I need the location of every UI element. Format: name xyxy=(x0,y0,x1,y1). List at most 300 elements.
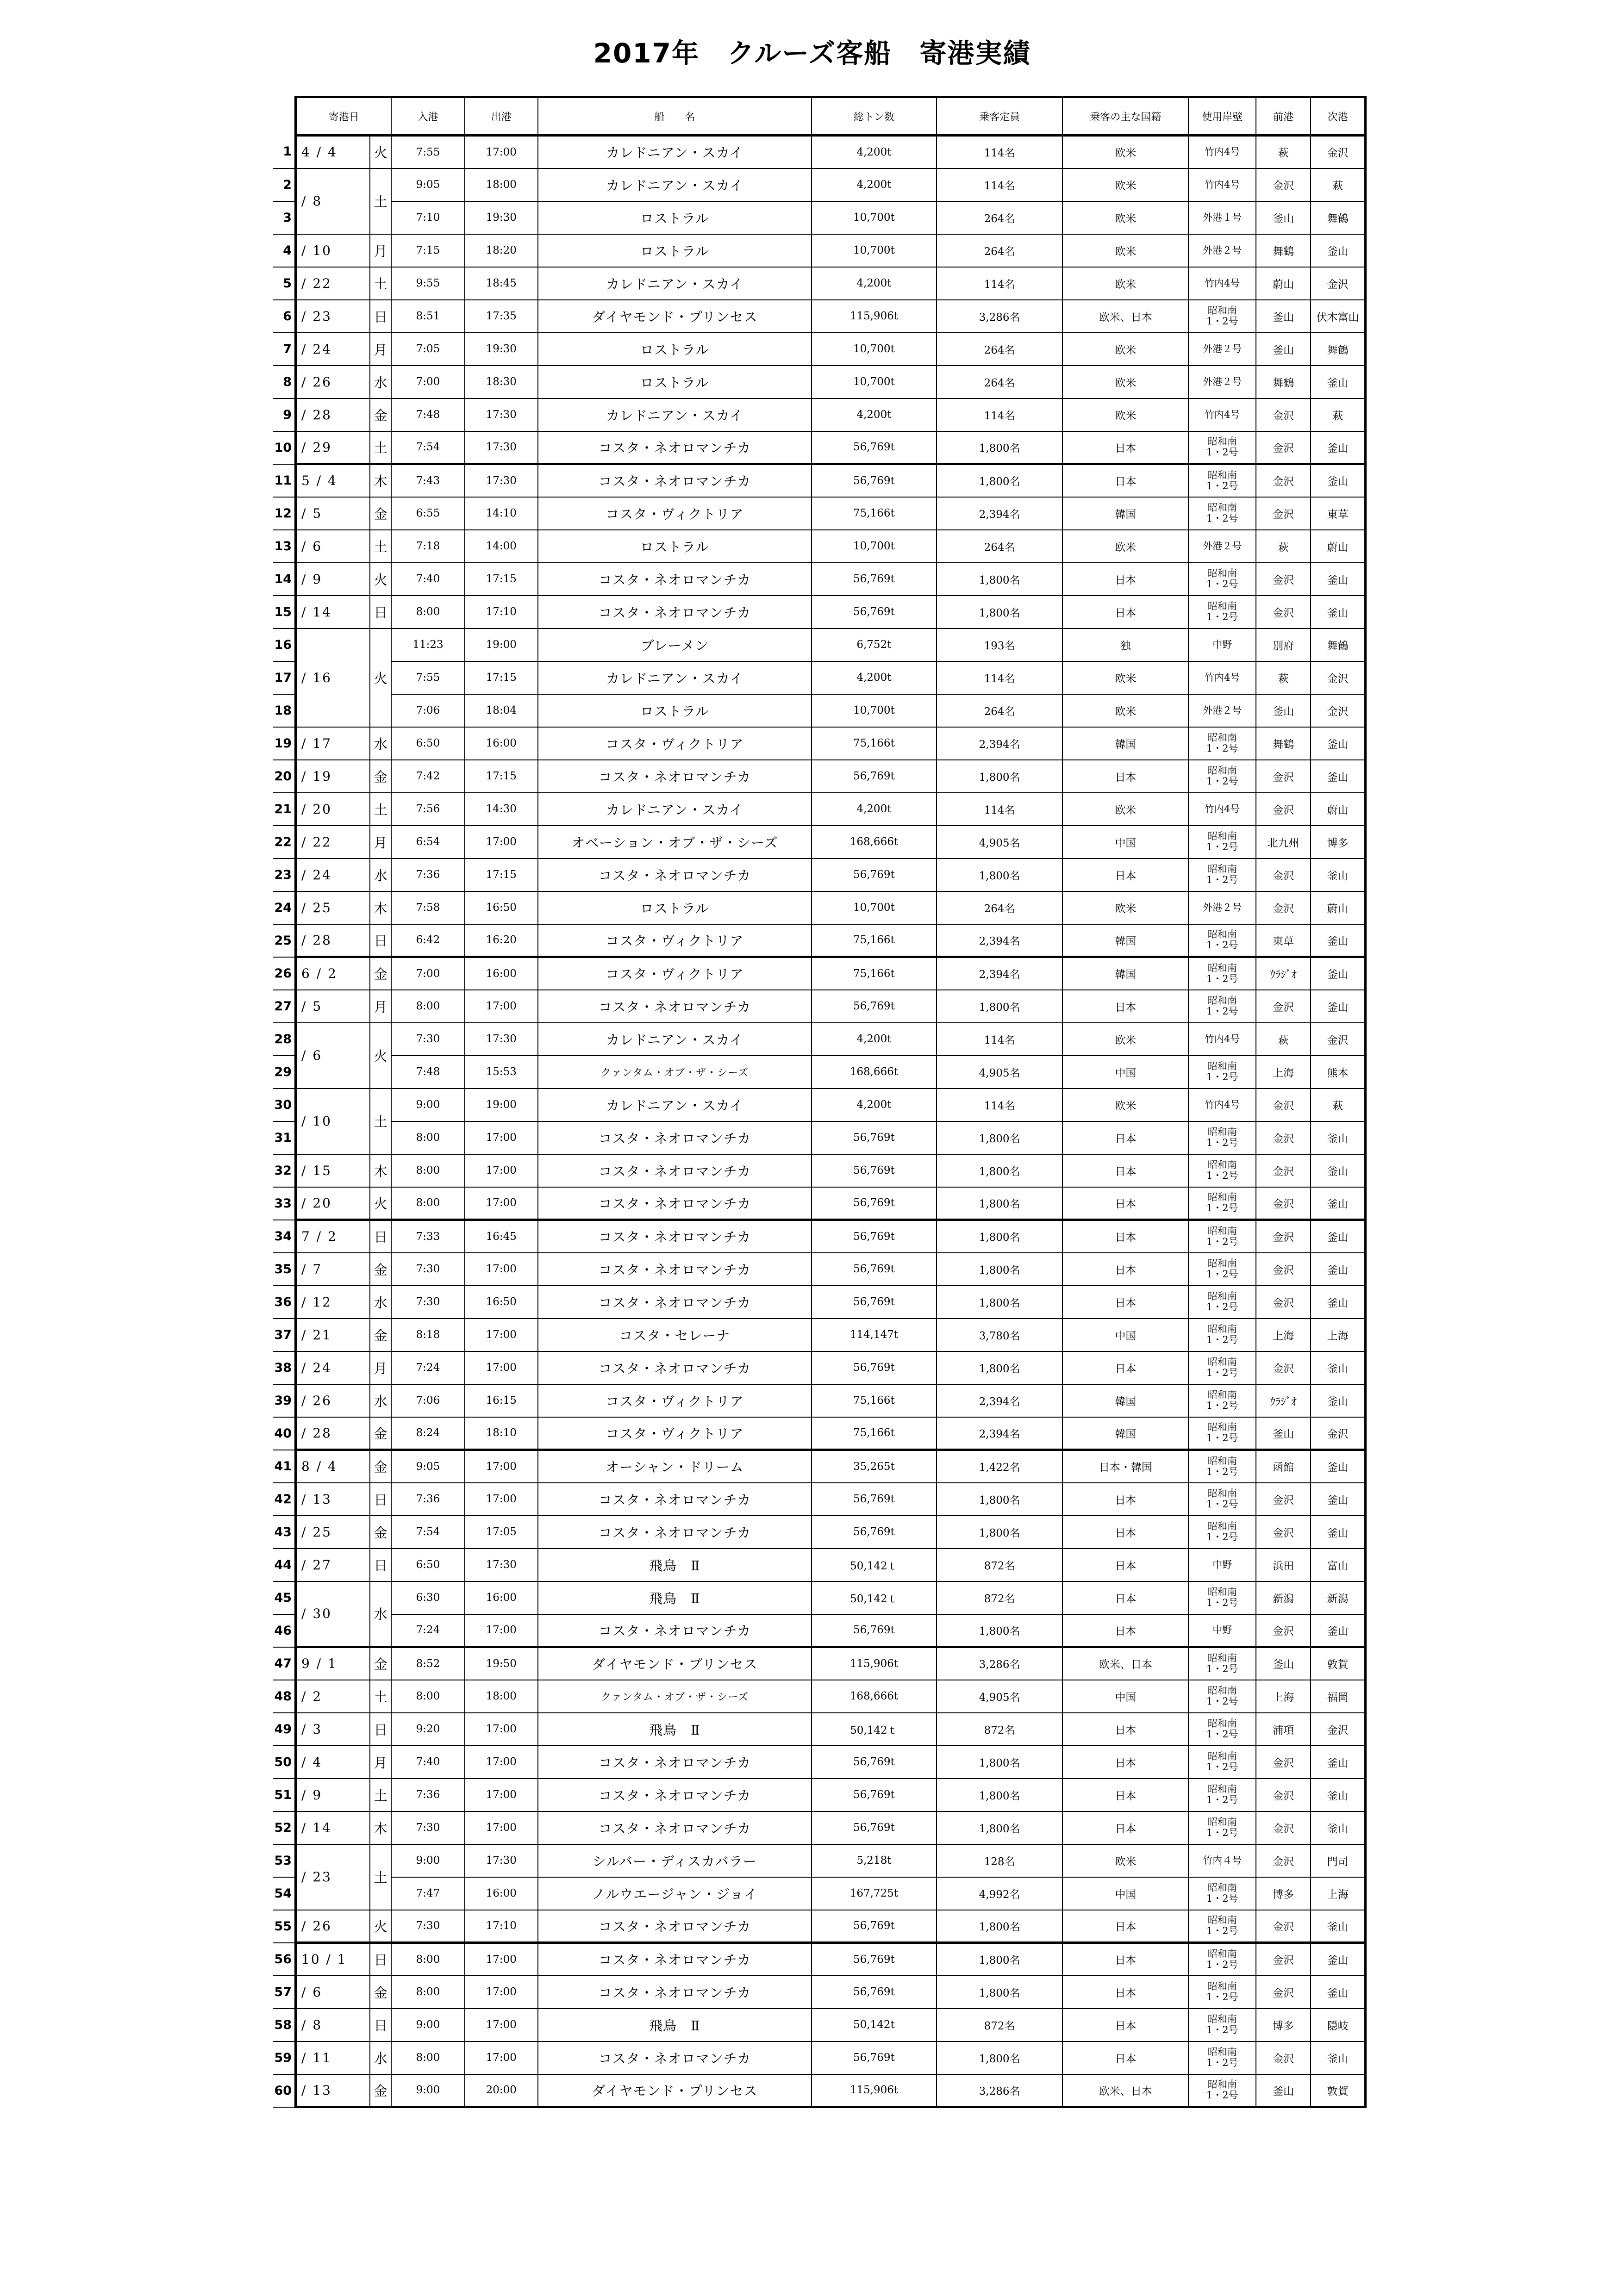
next-port: 釜山 xyxy=(1311,1220,1365,1253)
row-number: 26 xyxy=(273,957,296,990)
row-number: 57 xyxy=(273,1976,296,2009)
weekday: 金 xyxy=(370,1976,391,2009)
gross-tonnage: 75,166t xyxy=(812,727,937,760)
table-row xyxy=(273,431,1366,464)
ship-name: コスタ・ヴィクトリア xyxy=(538,497,812,530)
arrival-time: 7:36 xyxy=(391,859,464,891)
next-port: 釜山 xyxy=(1311,1351,1365,1384)
berth: 昭和南 1・2号 xyxy=(1188,431,1256,464)
row-number: 36 xyxy=(273,1286,296,1319)
gross-tonnage: 10,700t xyxy=(812,234,937,267)
header-capacity: 乗客定員 xyxy=(937,97,1062,136)
weekday: 水 xyxy=(370,859,391,891)
next-port: 釜山 xyxy=(1311,1516,1365,1549)
row-number: 40 xyxy=(273,1417,296,1450)
arrival-time: 7:24 xyxy=(391,1614,464,1647)
call-date: / 19 xyxy=(296,760,370,793)
weekday: 月 xyxy=(370,1746,391,1779)
gross-tonnage: 114,147t xyxy=(812,1319,937,1351)
previous-port: 新潟 xyxy=(1256,1581,1311,1614)
ship-name: 飛鳥 Ⅱ xyxy=(538,2009,812,2041)
previous-port: 金沢 xyxy=(1256,1811,1311,1844)
arrival-time: 7:05 xyxy=(391,333,464,366)
call-date: 5 / 4 xyxy=(296,464,370,497)
call-date: / 2 xyxy=(296,1680,370,1713)
ship-name: ダイヤモンド・プリンセス xyxy=(538,2074,812,2107)
berth: 外港２号 xyxy=(1188,234,1256,267)
row-number: 42 xyxy=(273,1483,296,1516)
row-number: 14 xyxy=(273,563,296,596)
call-date: 8 / 4 xyxy=(296,1450,370,1483)
gross-tonnage: 56,769t xyxy=(812,1614,937,1647)
previous-port: 上海 xyxy=(1256,1056,1311,1089)
header-berth: 使用岸壁 xyxy=(1188,97,1256,136)
next-port: 釜山 xyxy=(1311,760,1365,793)
previous-port: 金沢 xyxy=(1256,990,1311,1023)
passenger-capacity: 1,800名 xyxy=(937,1614,1062,1647)
ship-name: ダイヤモンド・プリンセス xyxy=(538,1647,812,1680)
previous-port: 金沢 xyxy=(1256,1351,1311,1384)
table-row xyxy=(273,333,1366,366)
row-number: 7 xyxy=(273,333,296,366)
call-date: / 26 xyxy=(296,366,370,398)
header-nationality: 乗客の主な国籍 xyxy=(1062,97,1188,136)
table-row xyxy=(273,1549,1366,1581)
berth: 竹内4号 xyxy=(1188,398,1256,431)
row-number: 27 xyxy=(273,990,296,1023)
gross-tonnage: 10,700t xyxy=(812,201,937,234)
gross-tonnage: 56,769t xyxy=(812,1811,937,1844)
arrival-time: 6:50 xyxy=(391,1549,464,1581)
main-nationality: 欧米 xyxy=(1062,661,1188,694)
gross-tonnage: 10,700t xyxy=(812,366,937,398)
gross-tonnage: 56,769t xyxy=(812,1220,937,1253)
gross-tonnage: 56,769t xyxy=(812,760,937,793)
arrival-time: 7:54 xyxy=(391,431,464,464)
next-port: 敦賀 xyxy=(1311,2074,1365,2107)
arrival-time: 7:30 xyxy=(391,1286,464,1319)
ship-name: コスタ・ネオロマンチカ xyxy=(538,1779,812,1811)
berth: 昭和南 1・2号 xyxy=(1188,924,1256,957)
gross-tonnage: 50,142ｔ xyxy=(812,1713,937,1746)
main-nationality: 日本 xyxy=(1062,1154,1188,1187)
previous-port: 金沢 xyxy=(1256,1910,1311,1943)
berth: 外港１号 xyxy=(1188,201,1256,234)
page-title: 2017年 クルーズ客船 寄港実績 xyxy=(593,37,1031,69)
table-row xyxy=(273,1581,1366,1614)
row-number: 47 xyxy=(273,1647,296,1680)
ship-name: 飛鳥 Ⅱ xyxy=(538,1713,812,1746)
berth: 外港２号 xyxy=(1188,891,1256,924)
weekday: 日 xyxy=(370,300,391,333)
table-row xyxy=(273,760,1366,793)
passenger-capacity: 1,800名 xyxy=(937,2041,1062,2074)
passenger-capacity: 114名 xyxy=(937,1089,1062,1121)
previous-port: ｳﾗｼﾞｵ xyxy=(1256,1384,1311,1417)
berth: 昭和南 1・2号 xyxy=(1188,2009,1256,2041)
call-date: / 12 xyxy=(296,1286,370,1319)
call-date: / 7 xyxy=(296,1253,370,1286)
row-number: 5 xyxy=(273,267,296,300)
departure-time: 16:15 xyxy=(465,1384,538,1417)
departure-time: 17:35 xyxy=(465,300,538,333)
ship-name: コスタ・ネオロマンチカ xyxy=(538,2041,812,2074)
row-number: 54 xyxy=(273,1877,296,1910)
main-nationality: 日本 xyxy=(1062,760,1188,793)
berth: 昭和南 1・2号 xyxy=(1188,300,1256,333)
ship-name: コスタ・ネオロマンチカ xyxy=(538,1351,812,1384)
berth: 外港２号 xyxy=(1188,366,1256,398)
table-row xyxy=(273,1056,1366,1089)
ship-name: コスタ・ネオロマンチカ xyxy=(538,1253,812,1286)
gross-tonnage: 56,769t xyxy=(812,1943,937,1976)
gross-tonnage: 56,769t xyxy=(812,859,937,891)
main-nationality: 欧米 xyxy=(1062,136,1188,168)
next-port: 富山 xyxy=(1311,1549,1365,1581)
table-row xyxy=(273,1220,1366,1253)
ship-name: コスタ・ネオロマンチカ xyxy=(538,464,812,497)
row-number: 2 xyxy=(273,168,296,201)
main-nationality: 日本 xyxy=(1062,464,1188,497)
departure-time: 15:53 xyxy=(465,1056,538,1089)
departure-time: 14:10 xyxy=(465,497,538,530)
table-row xyxy=(273,859,1366,891)
table-row xyxy=(273,2009,1366,2041)
row-number: 46 xyxy=(273,1614,296,1647)
passenger-capacity: 1,800名 xyxy=(937,1351,1062,1384)
berth: 竹内4号 xyxy=(1188,267,1256,300)
previous-port: 浜田 xyxy=(1256,1549,1311,1581)
arrival-time: 9:55 xyxy=(391,267,464,300)
previous-port: 釜山 xyxy=(1256,694,1311,727)
next-port: 釜山 xyxy=(1311,596,1365,628)
main-nationality: 日本 xyxy=(1062,1121,1188,1154)
header-ship: 船 名 xyxy=(538,97,812,136)
row-number: 34 xyxy=(273,1220,296,1253)
gross-tonnage: 56,769t xyxy=(812,1746,937,1779)
passenger-capacity: 1,800名 xyxy=(937,1746,1062,1779)
passenger-capacity: 193名 xyxy=(937,628,1062,661)
table-row xyxy=(273,2074,1366,2107)
table-row xyxy=(273,530,1366,563)
ship-name: カレドニアン・スカイ xyxy=(538,1089,812,1121)
gross-tonnage: 168,666t xyxy=(812,1680,937,1713)
previous-port: 金沢 xyxy=(1256,431,1311,464)
weekday: 月 xyxy=(370,990,391,1023)
weekday: 木 xyxy=(370,891,391,924)
main-nationality: 欧米 xyxy=(1062,267,1188,300)
gross-tonnage: 10,700t xyxy=(812,891,937,924)
row-number: 21 xyxy=(273,793,296,826)
call-date: / 24 xyxy=(296,1351,370,1384)
departure-time: 17:00 xyxy=(465,1253,538,1286)
table-row xyxy=(273,267,1366,300)
weekday: 金 xyxy=(370,2074,391,2107)
ship-name: コスタ・ヴィクトリア xyxy=(538,727,812,760)
ship-name: コスタ・ネオロマンチカ xyxy=(538,596,812,628)
call-date: / 14 xyxy=(296,596,370,628)
berth: 竹内4号 xyxy=(1188,1023,1256,1056)
ship-name: コスタ・ネオロマンチカ xyxy=(538,431,812,464)
ship-name: ロストラル xyxy=(538,234,812,267)
arrival-time: 7:24 xyxy=(391,1351,464,1384)
ship-name: コスタ・ネオロマンチカ xyxy=(538,1746,812,1779)
berth: 昭和南 1・2号 xyxy=(1188,1450,1256,1483)
arrival-time: 7:18 xyxy=(391,530,464,563)
passenger-capacity: 114名 xyxy=(937,136,1062,168)
departure-time: 17:00 xyxy=(465,1351,538,1384)
passenger-capacity: 4,905名 xyxy=(937,1680,1062,1713)
passenger-capacity: 264名 xyxy=(937,201,1062,234)
previous-port: 金沢 xyxy=(1256,760,1311,793)
table-row xyxy=(273,891,1366,924)
departure-time: 17:10 xyxy=(465,596,538,628)
main-nationality: 日本 xyxy=(1062,563,1188,596)
row-number: 45 xyxy=(273,1581,296,1614)
next-port: 熊本 xyxy=(1311,1056,1365,1089)
ship-name: コスタ・セレーナ xyxy=(538,1319,812,1351)
ship-name: コスタ・ネオロマンチカ xyxy=(538,859,812,891)
main-nationality: 中国 xyxy=(1062,1877,1188,1910)
main-nationality: 韓国 xyxy=(1062,1384,1188,1417)
gross-tonnage: 56,769t xyxy=(812,1910,937,1943)
main-nationality: 欧米、日本 xyxy=(1062,1647,1188,1680)
call-date: / 10 xyxy=(296,1089,370,1154)
passenger-capacity: 1,422名 xyxy=(937,1450,1062,1483)
previous-port: 金沢 xyxy=(1256,1089,1311,1121)
main-nationality: 日本 xyxy=(1062,1910,1188,1943)
row-number: 16 xyxy=(273,628,296,661)
call-date: / 3 xyxy=(296,1713,370,1746)
table-row xyxy=(273,563,1366,596)
ship-name: カレドニアン・スカイ xyxy=(538,1023,812,1056)
gross-tonnage: 168,666t xyxy=(812,826,937,859)
passenger-capacity: 114名 xyxy=(937,793,1062,826)
previous-port: 浦項 xyxy=(1256,1713,1311,1746)
weekday: 月 xyxy=(370,826,391,859)
main-nationality: 日本 xyxy=(1062,1516,1188,1549)
gross-tonnage: 56,769t xyxy=(812,1976,937,2009)
gross-tonnage: 56,769t xyxy=(812,464,937,497)
ship-name: コスタ・ネオロマンチカ xyxy=(538,1121,812,1154)
ship-name: クァンタム・オブ・ザ・シーズ xyxy=(538,1056,812,1089)
weekday: 火 xyxy=(370,136,391,168)
row-number: 44 xyxy=(273,1549,296,1581)
arrival-time: 7:43 xyxy=(391,464,464,497)
row-number: 23 xyxy=(273,859,296,891)
ship-name: ロストラル xyxy=(538,694,812,727)
berth: 昭和南 1・2号 xyxy=(1188,1713,1256,1746)
weekday: 土 xyxy=(370,267,391,300)
arrival-time: 6:54 xyxy=(391,826,464,859)
header-date: 寄港日 xyxy=(296,97,392,136)
table-row xyxy=(273,1976,1366,2009)
call-date: / 6 xyxy=(296,1023,370,1089)
arrival-time: 7:30 xyxy=(391,1910,464,1943)
call-date: / 15 xyxy=(296,1154,370,1187)
previous-port: 釜山 xyxy=(1256,300,1311,333)
berth: 昭和南 1・2号 xyxy=(1188,859,1256,891)
weekday: 日 xyxy=(370,2009,391,2041)
berth: 昭和南 1・2号 xyxy=(1188,1943,1256,1976)
weekday: 土 xyxy=(370,1844,391,1910)
gross-tonnage: 167,725t xyxy=(812,1877,937,1910)
passenger-capacity: 1,800名 xyxy=(937,1187,1062,1220)
row-number: 35 xyxy=(273,1253,296,1286)
departure-time: 17:15 xyxy=(465,859,538,891)
departure-time: 17:00 xyxy=(465,2041,538,2074)
table-row xyxy=(273,1910,1366,1943)
next-port: 釜山 xyxy=(1311,431,1365,464)
gross-tonnage: 5,218t xyxy=(812,1844,937,1877)
next-port: 釜山 xyxy=(1311,1811,1365,1844)
previous-port: 金沢 xyxy=(1256,398,1311,431)
weekday: 水 xyxy=(370,1384,391,1417)
ship-name: コスタ・ネオロマンチカ xyxy=(538,1976,812,2009)
next-port: 伏木富山 xyxy=(1311,300,1365,333)
passenger-capacity: 264名 xyxy=(937,234,1062,267)
departure-time: 17:30 xyxy=(465,398,538,431)
arrival-time: 7:15 xyxy=(391,234,464,267)
gross-tonnage: 168,666t xyxy=(812,1056,937,1089)
call-date: / 25 xyxy=(296,1516,370,1549)
main-nationality: 韓国 xyxy=(1062,727,1188,760)
arrival-time: 7:10 xyxy=(391,201,464,234)
ship-name: コスタ・ヴィクトリア xyxy=(538,1417,812,1450)
row-number: 58 xyxy=(273,2009,296,2041)
previous-port: 釜山 xyxy=(1256,201,1311,234)
main-nationality: 日本 xyxy=(1062,2009,1188,2041)
passenger-capacity: 1,800名 xyxy=(937,859,1062,891)
main-nationality: 欧米 xyxy=(1062,793,1188,826)
call-date: / 26 xyxy=(296,1384,370,1417)
passenger-capacity: 2,394名 xyxy=(937,497,1062,530)
call-date: / 26 xyxy=(296,1910,370,1943)
call-date: / 22 xyxy=(296,267,370,300)
weekday: 金 xyxy=(370,1647,391,1680)
call-date: / 27 xyxy=(296,1549,370,1581)
berth: 昭和南 1・2号 xyxy=(1188,1286,1256,1319)
previous-port: 蔚山 xyxy=(1256,267,1311,300)
weekday: 月 xyxy=(370,333,391,366)
previous-port: 舞鶴 xyxy=(1256,727,1311,760)
berth: 昭和南 1・2号 xyxy=(1188,760,1256,793)
next-port: 釜山 xyxy=(1311,1910,1365,1943)
ship-name: コスタ・ネオロマンチカ xyxy=(538,1614,812,1647)
ship-name: コスタ・ネオロマンチカ xyxy=(538,563,812,596)
call-date: / 8 xyxy=(296,168,370,234)
call-date: / 10 xyxy=(296,234,370,267)
passenger-capacity: 3,286名 xyxy=(937,300,1062,333)
call-date: 4 / 4 xyxy=(296,136,370,168)
departure-time: 17:30 xyxy=(465,1023,538,1056)
next-port: 釜山 xyxy=(1311,957,1365,990)
departure-time: 17:00 xyxy=(465,1614,538,1647)
passenger-capacity: 2,394名 xyxy=(937,924,1062,957)
next-port: 金沢 xyxy=(1311,267,1365,300)
gross-tonnage: 56,769t xyxy=(812,563,937,596)
ship-name: ロストラル xyxy=(538,891,812,924)
row-number: 43 xyxy=(273,1516,296,1549)
departure-time: 16:00 xyxy=(465,1877,538,1910)
table-row xyxy=(273,1187,1366,1220)
berth: 昭和南 1・2号 xyxy=(1188,957,1256,990)
ship-name: ロストラル xyxy=(538,333,812,366)
gross-tonnage: 56,769t xyxy=(812,1253,937,1286)
call-date: / 8 xyxy=(296,2009,370,2041)
row-number: 59 xyxy=(273,2041,296,2074)
passenger-capacity: 264名 xyxy=(937,366,1062,398)
main-nationality: 韓国 xyxy=(1062,957,1188,990)
passenger-capacity: 872名 xyxy=(937,1549,1062,1581)
departure-time: 16:45 xyxy=(465,1220,538,1253)
weekday: 木 xyxy=(370,1154,391,1187)
next-port: 東草 xyxy=(1311,497,1365,530)
berth: 竹内4号 xyxy=(1188,1089,1256,1121)
arrival-time: 8:00 xyxy=(391,1154,464,1187)
departure-time: 17:30 xyxy=(465,1549,538,1581)
next-port: 上海 xyxy=(1311,1319,1365,1351)
berth: 昭和南 1・2号 xyxy=(1188,1187,1256,1220)
call-date: / 14 xyxy=(296,1811,370,1844)
arrival-time: 7:06 xyxy=(391,1384,464,1417)
arrival-time: 7:00 xyxy=(391,366,464,398)
next-port: 釜山 xyxy=(1311,1121,1365,1154)
departure-time: 17:00 xyxy=(465,1319,538,1351)
previous-port: 金沢 xyxy=(1256,793,1311,826)
passenger-capacity: 1,800名 xyxy=(937,1976,1062,2009)
call-date: / 4 xyxy=(296,1746,370,1779)
main-nationality: 日本 xyxy=(1062,1713,1188,1746)
departure-time: 20:00 xyxy=(465,2074,538,2107)
main-nationality: 日本 xyxy=(1062,1779,1188,1811)
gross-tonnage: 75,166t xyxy=(812,1417,937,1450)
row-number: 22 xyxy=(273,826,296,859)
gross-tonnage: 56,769t xyxy=(812,1516,937,1549)
previous-port: 釜山 xyxy=(1256,1417,1311,1450)
call-date: / 23 xyxy=(296,1844,370,1910)
main-nationality: 日本 xyxy=(1062,859,1188,891)
previous-port: 金沢 xyxy=(1256,1483,1311,1516)
previous-port: ｳﾗｼﾞｵ xyxy=(1256,957,1311,990)
previous-port: 金沢 xyxy=(1256,1779,1311,1811)
ship-name: コスタ・ネオロマンチカ xyxy=(538,760,812,793)
berth: 昭和南 1・2号 xyxy=(1188,1976,1256,2009)
berth: 昭和南 1・2号 xyxy=(1188,1581,1256,1614)
main-nationality: 日本 xyxy=(1062,1286,1188,1319)
call-date: / 28 xyxy=(296,924,370,957)
table-row xyxy=(273,1253,1366,1286)
table-row xyxy=(273,300,1366,333)
table-row xyxy=(273,924,1366,957)
weekday: 水 xyxy=(370,727,391,760)
arrival-time: 7:30 xyxy=(391,1023,464,1056)
weekday: 日 xyxy=(370,1943,391,1976)
next-port: 金沢 xyxy=(1311,1713,1365,1746)
passenger-capacity: 1,800名 xyxy=(937,1253,1062,1286)
row-number: 52 xyxy=(273,1811,296,1844)
passenger-capacity: 1,800名 xyxy=(937,1779,1062,1811)
main-nationality: 日本 xyxy=(1062,431,1188,464)
table-row xyxy=(273,2041,1366,2074)
call-date: / 5 xyxy=(296,497,370,530)
header-next-port: 次港 xyxy=(1311,97,1365,136)
weekday: 木 xyxy=(370,1811,391,1844)
departure-time: 17:15 xyxy=(465,661,538,694)
main-nationality: 欧米 xyxy=(1062,168,1188,201)
call-date: / 29 xyxy=(296,431,370,464)
previous-port: 金沢 xyxy=(1256,1976,1311,2009)
